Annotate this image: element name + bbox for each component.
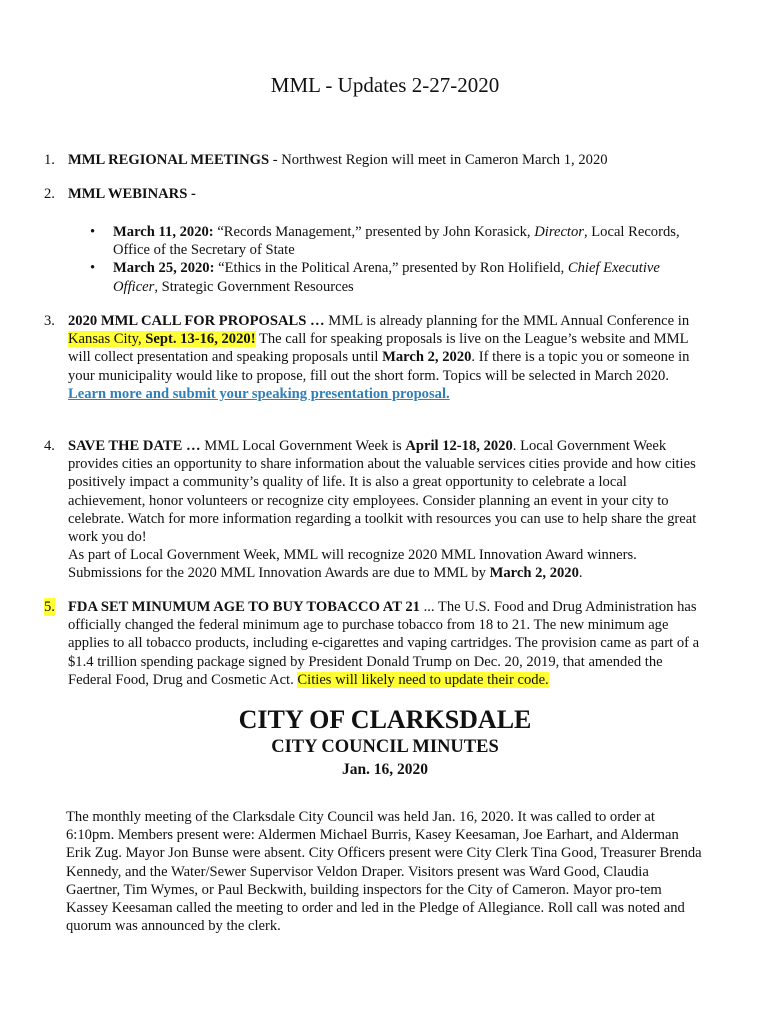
webinar-date: March 11, 2020: — [113, 224, 214, 240]
minutes-heading: CITY COUNCIL MINUTES — [271, 737, 499, 757]
item-number: 2. — [44, 186, 55, 202]
webinar-list — [90, 223, 700, 296]
webinar-text: , Local Records, Office of the Secretary of State — [113, 224, 680, 259]
highlight-dates: Sept. 13-16, 2020! — [145, 331, 256, 348]
item-text: The call for speaking proposals is live on the League’s website and MML will collect presentation and speaking proposals until — [68, 331, 689, 366]
item-body — [68, 185, 704, 203]
item-number: 4. — [44, 438, 55, 454]
webinar-text: “Records Management,” presented by John Korasick, — [213, 224, 535, 240]
deadline-date: March 2, 2020 — [382, 349, 472, 366]
list-item-webinars — [44, 185, 704, 203]
item-text: MML Local Government Week is — [200, 438, 406, 454]
bullet-icon: • — [90, 260, 96, 277]
item-number: 5. — [44, 599, 55, 615]
webinar-item — [90, 223, 700, 259]
page-title: MML - Updates 2-27-2020 — [270, 73, 500, 97]
proposal-link[interactable]: Learn more and submit your speaking presentation proposal. — [68, 385, 450, 402]
item-number: 1. — [44, 152, 55, 168]
minutes-date: Jan. 16, 2020 — [341, 761, 429, 778]
webinar-date: March 25, 2020: — [113, 260, 215, 277]
webinar-item — [90, 259, 700, 295]
item-heading: MML REGIONAL MEETINGS — [68, 152, 270, 168]
city-heading: CITY OF CLARKSDALE — [238, 705, 532, 734]
item-text: . — [578, 565, 583, 582]
list-item-save-the-date — [44, 437, 704, 583]
minutes-paragraph: The monthly meeting of the Clarksdale City Council was held Jan. 16, 2020. It was called to order at 6:10pm. Members present were: Aldermen Michael Burris, Kasey Keesaman, Joe Earhart, and Alderman Erik Zug. Mayor Jon Bunse were absent. City Officers present were City Clerk Tina Good, Treasurer Brenda Kennedy, and the Water/Sewer Supervisor Veldon Draper. Visitors present was Ward Good, Claudia Gaertner, Tim Wymes, or Paul Beckwith, building inspectors for the City of Cameron. Mayor pro-tem Kassey Keesaman called the meeting to order and led in the Pledge of Allegiance. Roll call was noted and quorum was announced by the clerk. — [66, 809, 702, 935]
webinar-text: “Ethics in the Political Arena,” presented by Ron Holifield, — [214, 260, 568, 277]
event-dates: April 12-18, 2020 — [405, 438, 513, 454]
item-body — [68, 312, 704, 403]
list-item-regional-meetings — [44, 151, 704, 169]
item-heading: MML WEBINARS - — [68, 186, 196, 202]
item-text: ... The U.S. Food and Drug Administration has officially changed the federal minimum age to purchase tobacco from 18 to 21. The new minimum age applies to all tobacco products, including e-cigarettes and vaping cartridges. The provision came as part of a $1.4 trillion spending package signed by President Donald Trump on Dec. 20, 2019, that amended the Federal Food, Drug and Cosmetic Act. — [68, 599, 700, 688]
list-item-call-for-proposals — [44, 312, 704, 403]
item-number: 3. — [44, 313, 55, 329]
list-item-fda-tobacco — [44, 598, 704, 689]
webinar-role: Chief Executive Officer — [113, 260, 660, 295]
item-body — [68, 598, 704, 689]
deadline-date: March 2, 2020 — [489, 565, 579, 582]
item-body — [68, 151, 704, 169]
item-text: . If there is a topic you or someone in your municipality would like to propose, fill out the short form. Topics will be selected in March 2020. — [68, 349, 690, 384]
item-heading: FDA SET MINUMUM AGE TO BUY TOBACCO AT 21 — [68, 599, 420, 615]
item-text: - Northwest Region will meet in Cameron March 1, 2020 — [269, 152, 608, 168]
highlight-update-code: Cities will likely need to update their code. — [297, 671, 549, 688]
highlight-location: Kansas City, — [68, 331, 146, 348]
item-heading: 2020 MML CALL FOR PROPOSALS … — [68, 313, 325, 329]
item-heading: SAVE THE DATE … — [68, 438, 201, 454]
item-text: As part of Local Government Week, MML will recognize 2020 MML Innovation Award winners. Submissions for the 2020 MML Innovation Awards are due to MML by — [68, 547, 637, 582]
webinar-role: Director — [534, 224, 584, 240]
item-body — [68, 437, 704, 583]
bullet-icon: • — [90, 224, 96, 240]
item-text: MML is already planning for the MML Annual Conference in — [324, 313, 690, 329]
item-text: . Local Government Week provides cities an opportunity to share information about the valuable services cities provide and how cities positively impact a community’s quality of life. It is also a great opportunity to celebrate a local achievement, honor volunteers or recognize city employees. Consider planning an event in your city to celebrate. Watch for more information regarding a toolkit with resources you can use to help share the great work you do! — [68, 438, 697, 546]
webinar-text: , Strategic Government Resources — [154, 278, 354, 295]
